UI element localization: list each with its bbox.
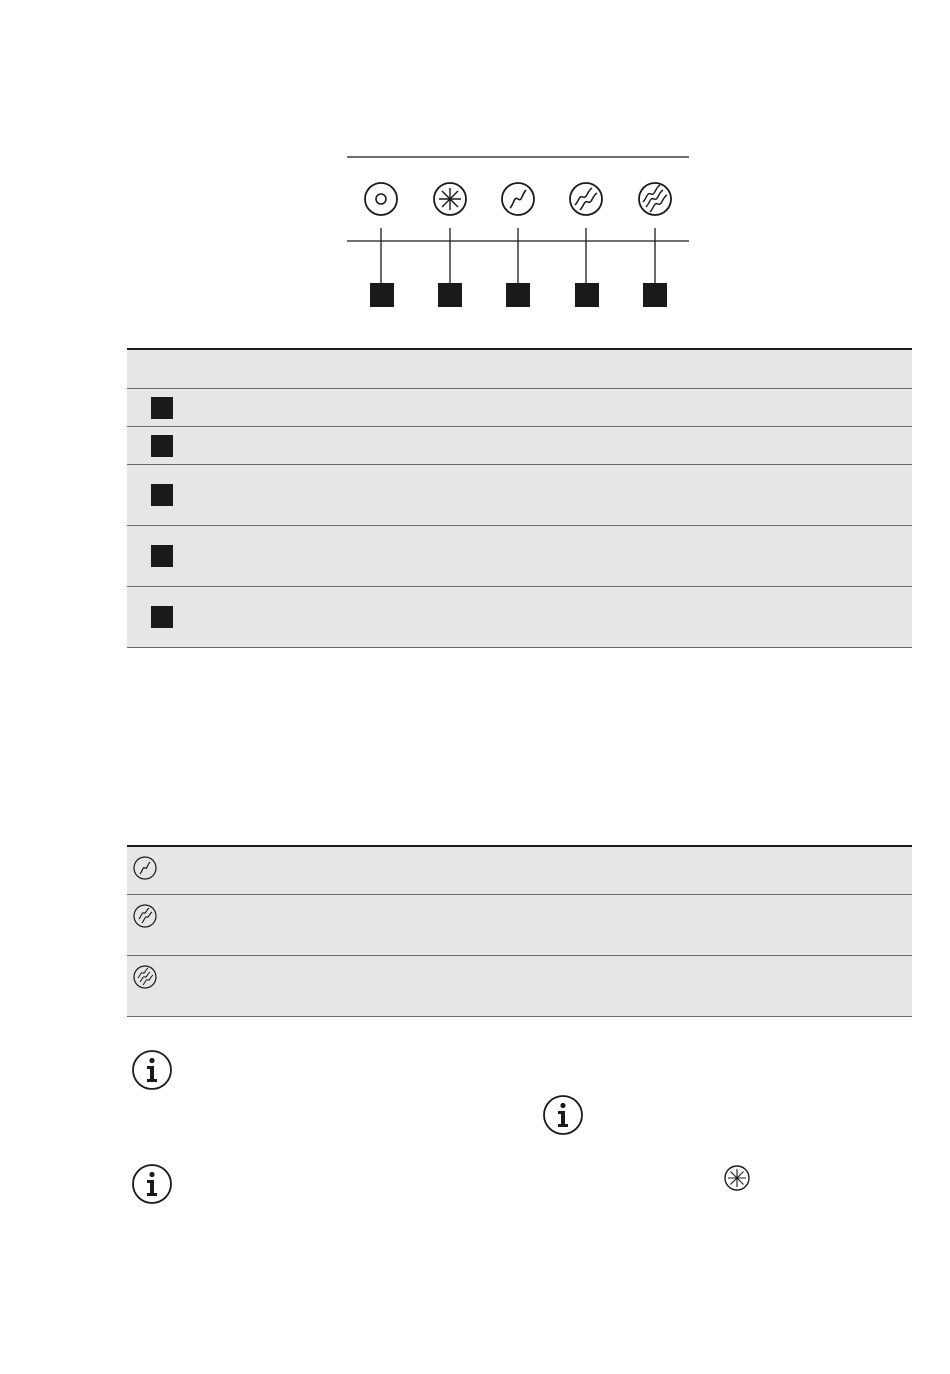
function-table <box>127 348 912 648</box>
table-row <box>127 587 912 648</box>
callout-1 <box>370 228 394 307</box>
heat-level-3-icon[interactable] <box>639 183 671 215</box>
heat-level-1-icon[interactable] <box>502 183 534 215</box>
table-row <box>127 389 912 427</box>
filled-square-marker <box>151 606 173 628</box>
callout-4 <box>575 228 599 307</box>
heat-level-3-icon <box>132 964 158 990</box>
filled-square-marker <box>151 435 173 457</box>
table-row <box>127 956 912 1017</box>
info-icon <box>542 1094 584 1136</box>
table-row <box>127 895 912 956</box>
defrost-snowflake-icon <box>723 1164 751 1192</box>
filled-square-marker <box>151 397 173 419</box>
heat-level-table <box>127 845 912 1017</box>
callout-2 <box>438 228 462 307</box>
filled-square-marker <box>151 484 173 506</box>
function-table-header <box>127 348 912 389</box>
info-icon <box>131 1049 173 1091</box>
info-icon <box>131 1163 173 1205</box>
defrost-snowflake-icon[interactable] <box>434 183 466 215</box>
heat-level-1-icon <box>132 855 158 881</box>
filled-square-marker <box>151 545 173 567</box>
table-row <box>127 526 912 587</box>
control-panel-diagram <box>0 0 950 330</box>
heat-level-2-icon[interactable] <box>570 183 602 215</box>
callout-5 <box>643 228 667 307</box>
table-row <box>127 847 912 895</box>
dot-circle-icon[interactable] <box>365 183 397 215</box>
callout-3 <box>506 228 530 307</box>
table-row <box>127 427 912 465</box>
heat-level-2-icon <box>132 903 158 929</box>
table-row <box>127 465 912 526</box>
